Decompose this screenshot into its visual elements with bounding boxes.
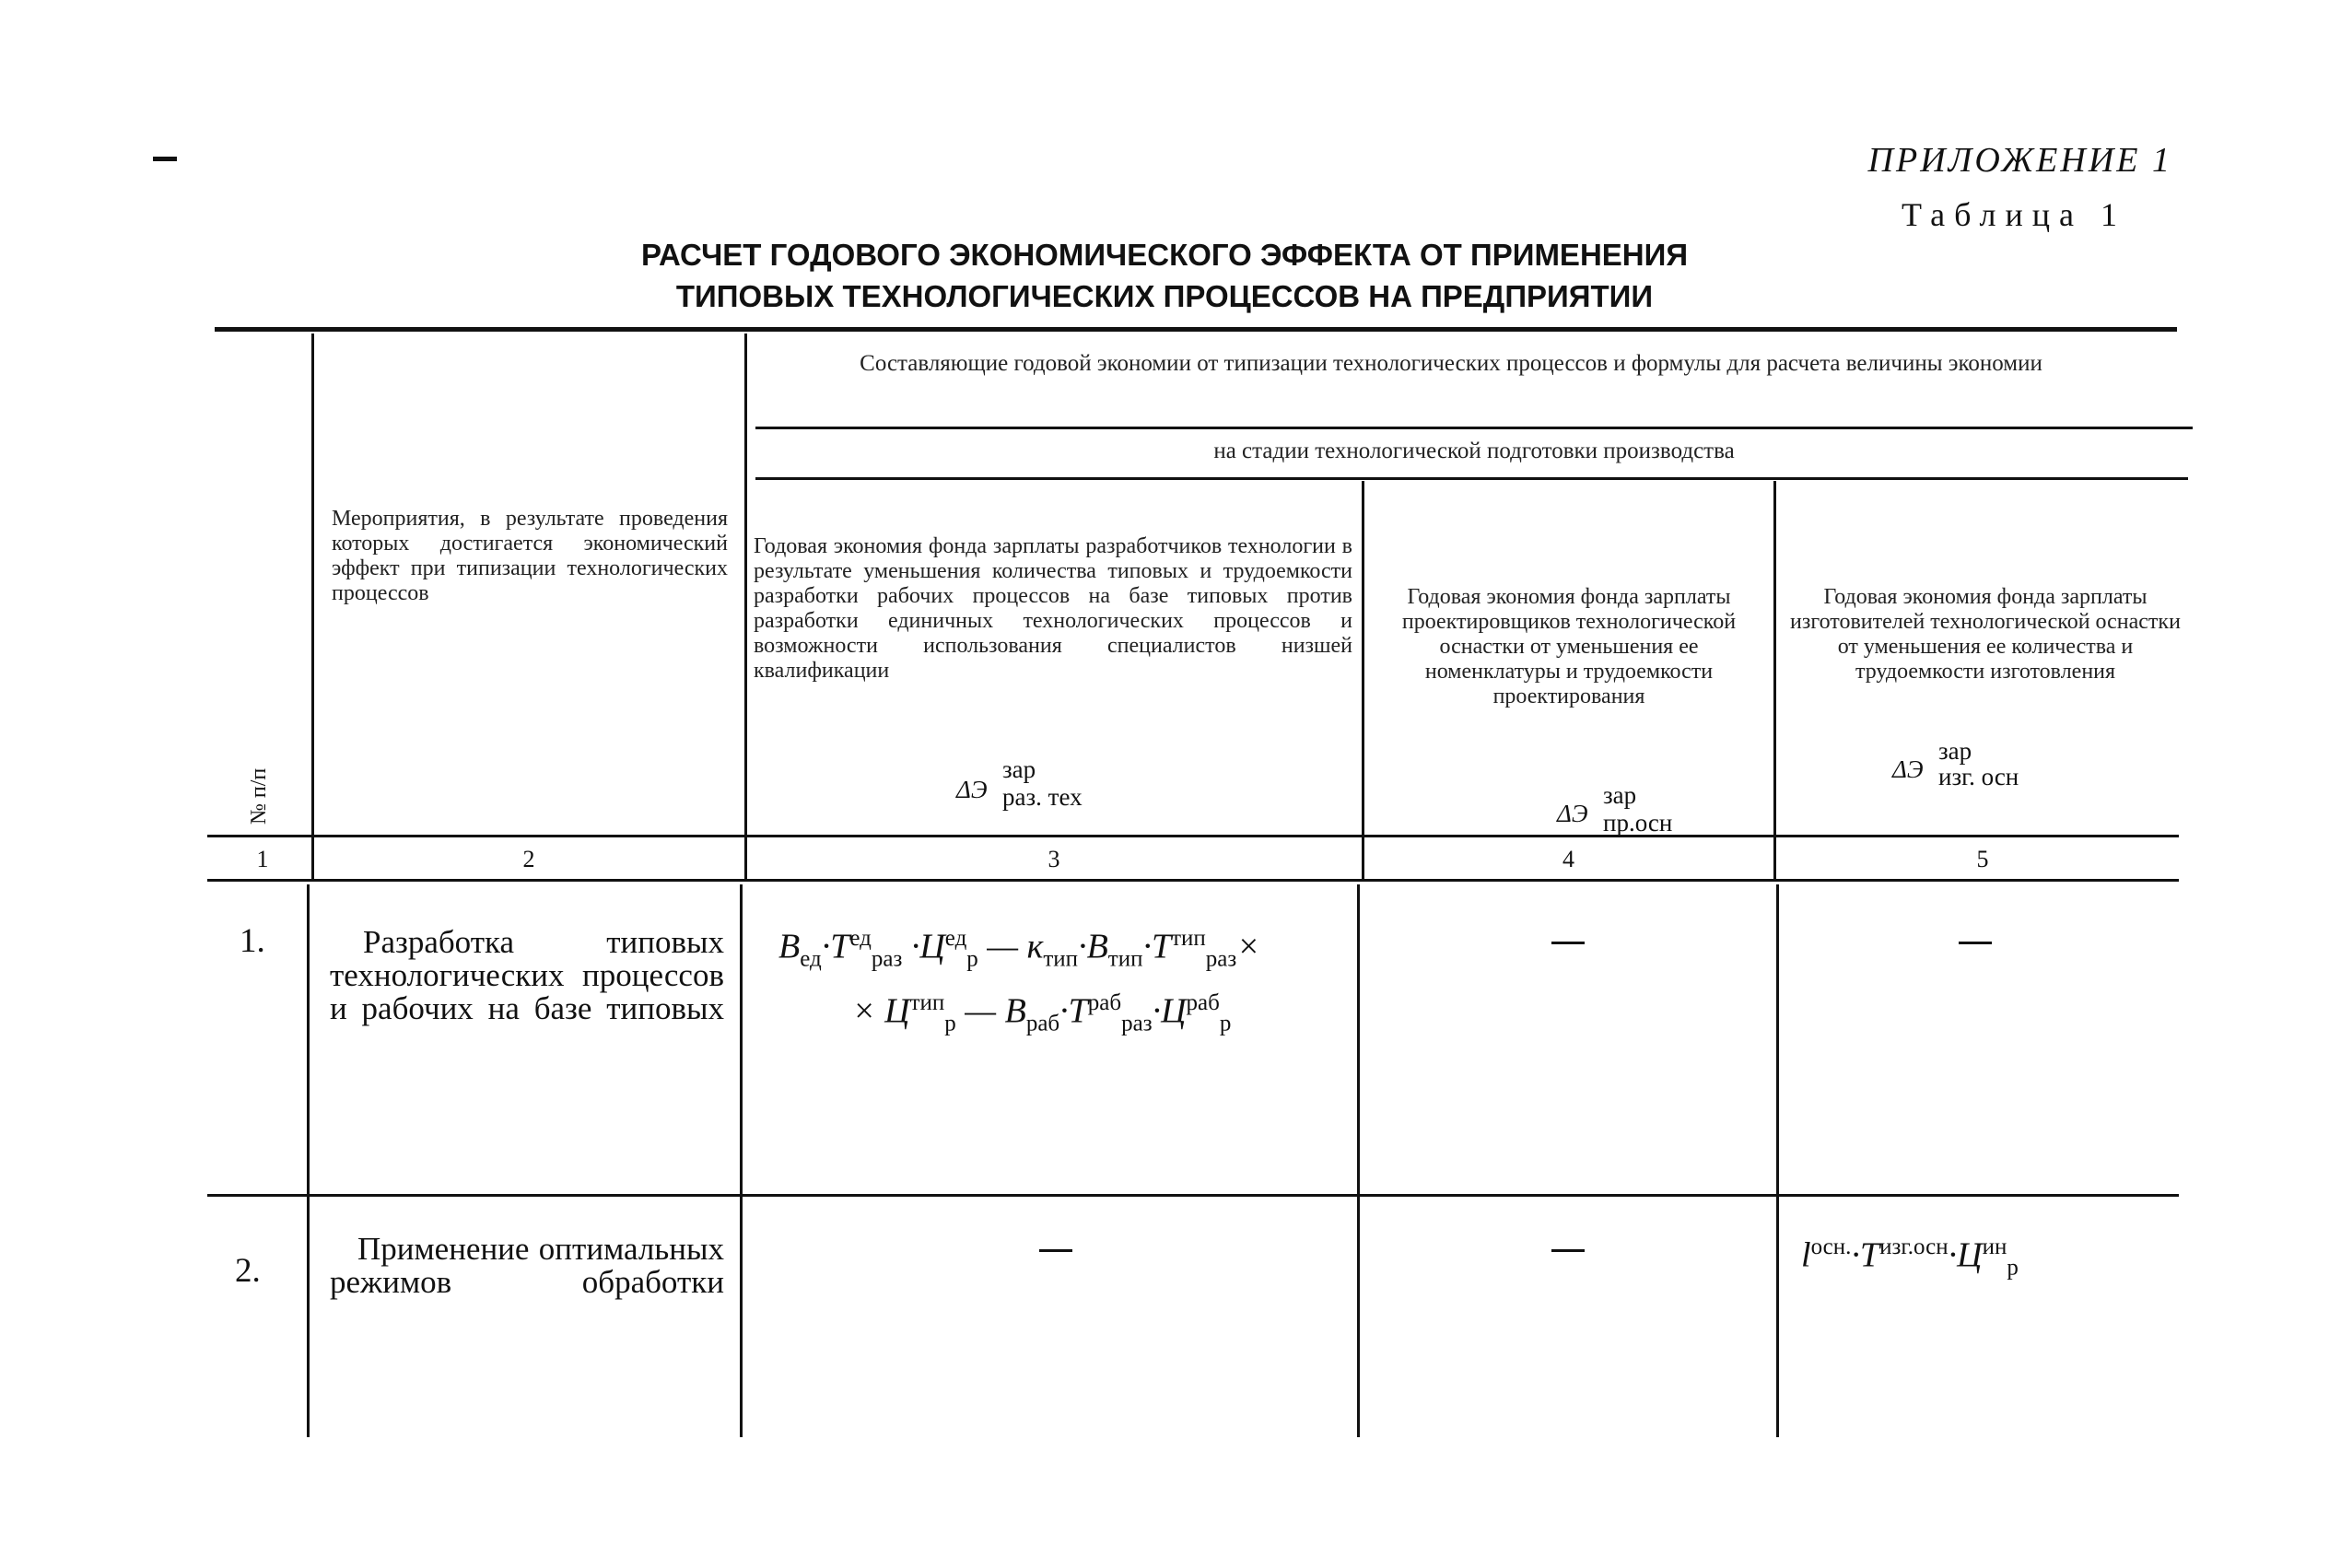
header-col5: Годовая экономия фонда зарплаты изготовителей технологической оснастки от уменьшения ее количества и трудоемкости изготовления xyxy=(1790,585,2181,684)
row-measure: Применение оптимальных режимов обработки xyxy=(330,1231,724,1300)
row-col5-formula: $l^{осн.}\cdot T^{изг.осн}\cdot Ц^{ин}_р$ xyxy=(1801,1235,2019,1281)
header-col1: № п/п xyxy=(247,767,271,825)
header-col2: Мероприятия, в результате проведения которых достигается экономический эффект при типизации технологических процессов xyxy=(332,507,728,605)
table-label: Таблица 1 xyxy=(1902,196,2126,233)
title-line-1: РАСЧЕТ ГОДОВОГО ЭКОНОМИЧЕСКОГО ЭФФЕКТА ОТ ПРИМЕНЕНИЯ xyxy=(640,238,1689,272)
header-group: Составляющие годовой экономии от типизации технологических процессов и формулы для расчета величины экономии xyxy=(860,351,2042,376)
row-col5-dash xyxy=(1959,942,1992,944)
header-col4-symbol: ΔЭ зар пр.осн xyxy=(1557,781,1673,837)
appendix-label: ПРИЛОЖЕНИЕ 1 xyxy=(1867,141,2172,180)
column-number-5: 5 xyxy=(1976,846,1989,872)
column-number-4: 4 xyxy=(1562,846,1574,872)
row-number: 2. xyxy=(235,1252,261,1290)
column-number-1: 1 xyxy=(256,846,269,872)
row-number: 1. xyxy=(240,922,265,960)
header-col3-symbol: ΔЭ зар раз. тех xyxy=(956,755,1083,811)
row-col4-dash xyxy=(1551,1249,1585,1252)
row-formula-line-2: × $Ц^{тип}_р$ — $B_{раб}\cdot T^{раб}_{раз}\cdot Ц^{раб}_р$ xyxy=(852,990,1232,1036)
header-col3: Годовая экономия фонда зарплаты разработчиков технологии в результате уменьшения количества типовых и трудоемкости разработки рабочих процессов на базе типовых против разработки единичных технологических процессов и возможности использования специалистов низшей квалификации xyxy=(754,534,1352,683)
row-col4-dash xyxy=(1551,942,1585,944)
row-col3-dash xyxy=(1039,1249,1072,1252)
row-measure: Разработка типовых технологических процессов и рабочих на базе типовых xyxy=(330,924,724,1026)
header-subgroup: на стадии технологической подготовки производства xyxy=(1213,439,1735,463)
page-number-mark xyxy=(153,157,177,161)
column-number-2: 2 xyxy=(522,846,535,872)
header-col4: Годовая экономия фонда зарплаты проектировщиков технологической оснастки от уменьшения ее номенклатуры и трудоемкости проектирования xyxy=(1401,585,1737,708)
row-formula-line-1: $В_{ед}\cdot T^{ед}_{раз} \cdot Ц^{ед}_р$ — $к_{тип}\cdot B_{тип}\cdot T^{тип}_{раз}\times$ xyxy=(778,926,1260,972)
column-number-3: 3 xyxy=(1047,846,1060,872)
title-line-2: ТИПОВЫХ ТЕХНОЛОГИЧЕСКИХ ПРОЦЕССОВ НА ПРЕДПРИЯТИИ xyxy=(675,279,1654,313)
header-col5-symbol: ΔЭ зар изг. осн xyxy=(1892,737,2019,790)
